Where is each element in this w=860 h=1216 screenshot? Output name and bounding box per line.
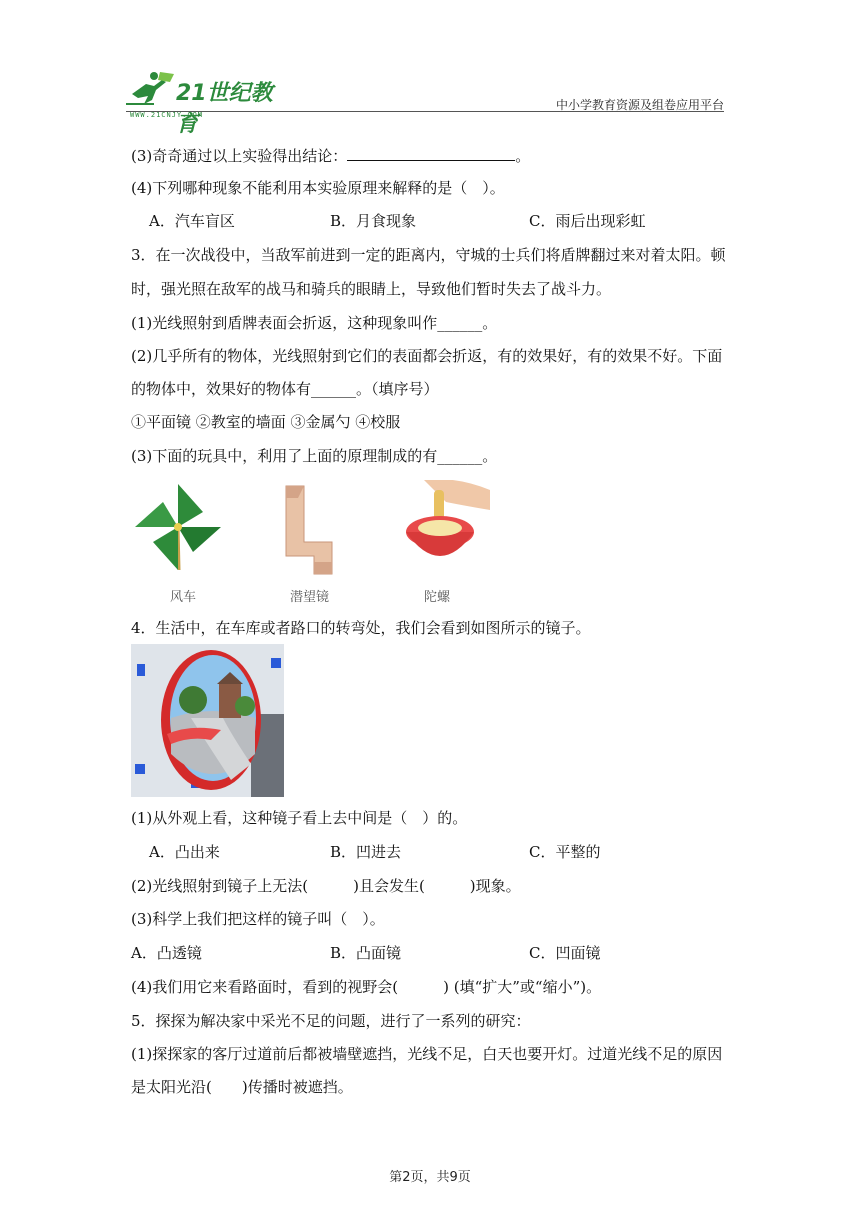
caption-periscope: 潜望镜 [290,590,330,605]
q4-p1-option-b: B．凹进去 [330,843,402,861]
q3-stem-line1: 3．在一次战役中，当敌军前进到一定的距离内，守城的士兵们将盾牌翻过来对着太阳。顿 [131,246,726,264]
q2-option-c: C．雨后出现彩虹 [529,212,646,230]
platform-name: 中小学教育资源及组卷应用平台 [555,98,724,112]
q3-part2-line1: (2)几乎所有的物体，光线照射到它们的表面都会折返，有的效果好，有的效果不好。下面 [131,347,723,365]
convex-mirror-icon [131,644,284,797]
pinwheel-icon [133,482,223,572]
q3-part3: (3)下面的玩具中，利用了上面的原理制成的有______。 [131,447,498,465]
q5-part1-line2: 是太阳光沿( )传播时被遮挡。 [131,1078,353,1096]
q2-part3: (3)奇奇通过以上实验得出结论： 。 [131,147,531,165]
q2-option-a: A．汽车盲区 [149,212,235,230]
convex-mirror-photo [131,644,284,797]
q4-stem: 4．生活中，在车库或者路口的转弯处，我们会看到如图所示的镜子。 [131,619,591,637]
header-divider [126,111,724,112]
q4-p3-option-b: B．凸面镜 [330,944,402,962]
periscope-icon [280,482,338,576]
pinwheel-image [133,482,223,572]
q4-part4: (4)我们用它来看路面时，看到的视野会( ) (填“扩大”或“缩小”)。 [131,978,602,996]
q4-p3-option-a: A．凸透镜 [131,944,202,962]
q4-part3: (3)科学上我们把这样的镜子叫（ ）。 [131,910,385,928]
q2-part4: (4)下列哪种现象不能利用本实验原理来解释的是（ ）。 [131,179,505,197]
q4-p1-option-a: A．凸出来 [149,843,220,861]
spinning-top-image [396,480,492,574]
answer-blank[interactable] [347,146,515,161]
q4-part1: (1)从外观上看，这种镜子看上去中间是（ ）的。 [131,809,468,827]
logo-text: 21世纪教育 [176,81,273,137]
header-logo [124,70,294,137]
spinning-top-icon [396,480,492,574]
q4-p1-option-c: C．平整的 [529,843,601,861]
q3-part2-line2: 的物体中，效果好的物体有______。（填序号） [131,380,439,398]
q4-p3-option-c: C．凹面镜 [529,944,601,962]
caption-pinwheel: 风车 [170,590,197,605]
logo-url: WWW.21CNJY.COM [130,111,204,119]
page-number: 第2页，共9页 [389,1170,471,1185]
q5-part1-line1: (1)探探家的客厅过道前后都被墙壁遮挡，光线不足，白天也要开灯。过道光线不足的原因 [131,1045,723,1063]
q3-part1: (1)光线照射到盾牌表面会折返，这种现象叫作______。 [131,314,498,332]
q4-part2: (2)光线照射到镜子上无法( )且会发生( )现象。 [131,877,521,895]
q5-stem: 5．探探为解决家中采光不足的问题，进行了一系列的研究： [131,1012,531,1030]
periscope-image [280,482,338,576]
q3-stem-line2: 时，强光照在敌军的战马和骑兵的眼睛上，导致他们暂时失去了战斗力。 [131,280,612,298]
q2-option-b: B．月食现象 [330,212,417,230]
caption-spinning-top: 陀螺 [424,590,451,605]
q3-choices: ①平面镜 ②教室的墙面 ③金属勺 ④校服 [131,413,401,431]
